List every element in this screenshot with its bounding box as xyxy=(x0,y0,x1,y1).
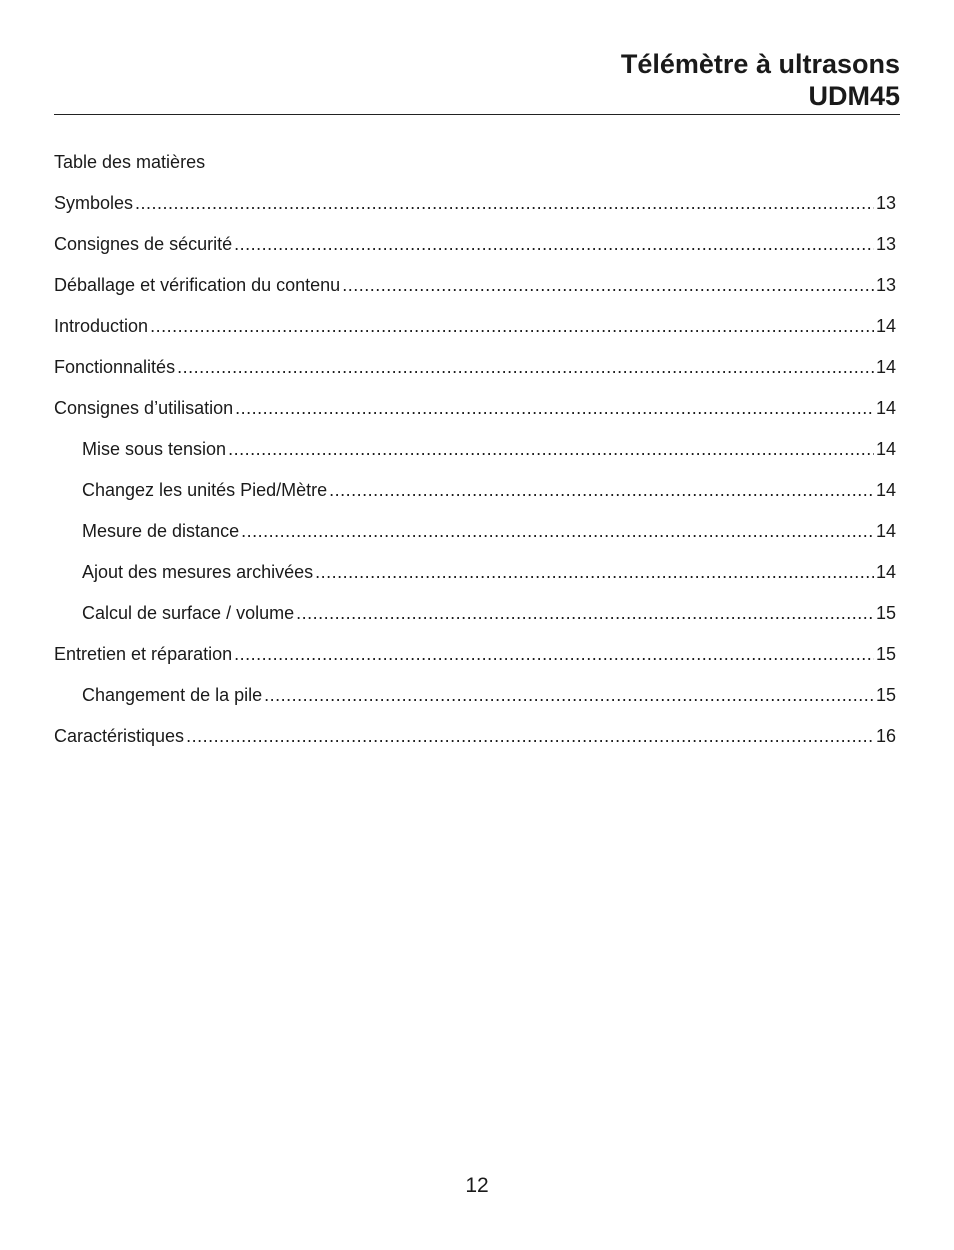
toc-entry-consignes-securite[interactable] xyxy=(54,233,896,274)
toc-entry-label: Fonctionnalités xyxy=(54,357,176,377)
toc-entry-page: 13 xyxy=(875,275,896,295)
dot-leader xyxy=(235,397,874,419)
dot-leader xyxy=(234,233,874,255)
document-header xyxy=(621,48,900,112)
table-of-contents xyxy=(54,192,896,766)
toc-entry-deballage[interactable] xyxy=(54,274,896,315)
header-divider xyxy=(54,114,900,115)
toc-entry-label: Changez les unités Pied/Mètre xyxy=(82,480,328,500)
toc-entry-label: Mesure de distance xyxy=(82,521,240,541)
toc-entry-caracteristiques[interactable] xyxy=(54,725,896,766)
dot-leader xyxy=(150,315,874,337)
dot-leader xyxy=(264,684,874,706)
dot-leader xyxy=(241,520,874,542)
toc-entry-label: Entretien et réparation xyxy=(54,644,233,664)
toc-entry-label: Changement de la pile xyxy=(82,685,263,705)
dot-leader xyxy=(329,479,874,501)
toc-entry-page: 14 xyxy=(875,316,896,336)
dot-leader xyxy=(177,356,874,378)
document-title: Télémètre à ultrasons xyxy=(620,49,900,79)
toc-entry-page: 15 xyxy=(875,603,896,623)
toc-entry-changement-pile[interactable] xyxy=(54,684,896,725)
toc-entry-mesure-distance[interactable] xyxy=(54,520,896,561)
toc-entry-page: 14 xyxy=(875,357,896,377)
toc-entry-label: Consignes de sécurité xyxy=(54,234,233,254)
toc-entry-label: Ajout des mesures archivées xyxy=(82,562,314,582)
dot-leader xyxy=(315,561,874,583)
toc-entry-consignes-utilisation[interactable] xyxy=(54,397,896,438)
toc-entry-page: 13 xyxy=(875,234,896,254)
toc-entry-ajout-mesures[interactable] xyxy=(54,561,896,602)
toc-entry-page: 14 xyxy=(875,521,896,541)
toc-entry-label: Déballage et vérification du contenu xyxy=(54,275,341,295)
model-number: UDM45 xyxy=(808,81,900,111)
dot-leader xyxy=(228,438,874,460)
dot-leader xyxy=(296,602,874,624)
toc-entry-page: 16 xyxy=(875,726,896,746)
toc-entry-introduction[interactable] xyxy=(54,315,896,356)
toc-entry-label: Consignes d’utilisation xyxy=(54,398,234,418)
toc-entry-label: Introduction xyxy=(54,316,149,336)
toc-entry-page: 14 xyxy=(875,480,896,500)
toc-entry-calcul-surface[interactable] xyxy=(54,602,896,643)
toc-entry-label: Calcul de surface / volume xyxy=(82,603,295,623)
toc-entry-mise-sous-tension[interactable] xyxy=(54,438,896,479)
toc-entry-page: 14 xyxy=(875,398,896,418)
toc-entry-label: Mise sous tension xyxy=(82,439,227,459)
toc-entry-entretien[interactable] xyxy=(54,643,896,684)
toc-entry-page: 14 xyxy=(875,562,896,582)
toc-entry-symboles[interactable] xyxy=(54,192,896,233)
dot-leader xyxy=(342,274,874,296)
toc-heading: Table des matières xyxy=(54,152,206,172)
toc-entry-page: 15 xyxy=(875,685,896,705)
page-number: 12 xyxy=(465,1174,489,1197)
toc-entry-fonctionnalites[interactable] xyxy=(54,356,896,397)
toc-entry-page: 14 xyxy=(875,439,896,459)
toc-entry-page: 15 xyxy=(875,644,896,664)
toc-entry-label: Caractéristiques xyxy=(54,726,185,746)
toc-entry-changez-unites[interactable] xyxy=(54,479,896,520)
toc-entry-page: 13 xyxy=(875,193,896,213)
dot-leader xyxy=(135,192,874,214)
toc-entry-label: Symboles xyxy=(54,193,134,213)
dot-leader xyxy=(186,725,874,747)
dot-leader xyxy=(234,643,874,665)
